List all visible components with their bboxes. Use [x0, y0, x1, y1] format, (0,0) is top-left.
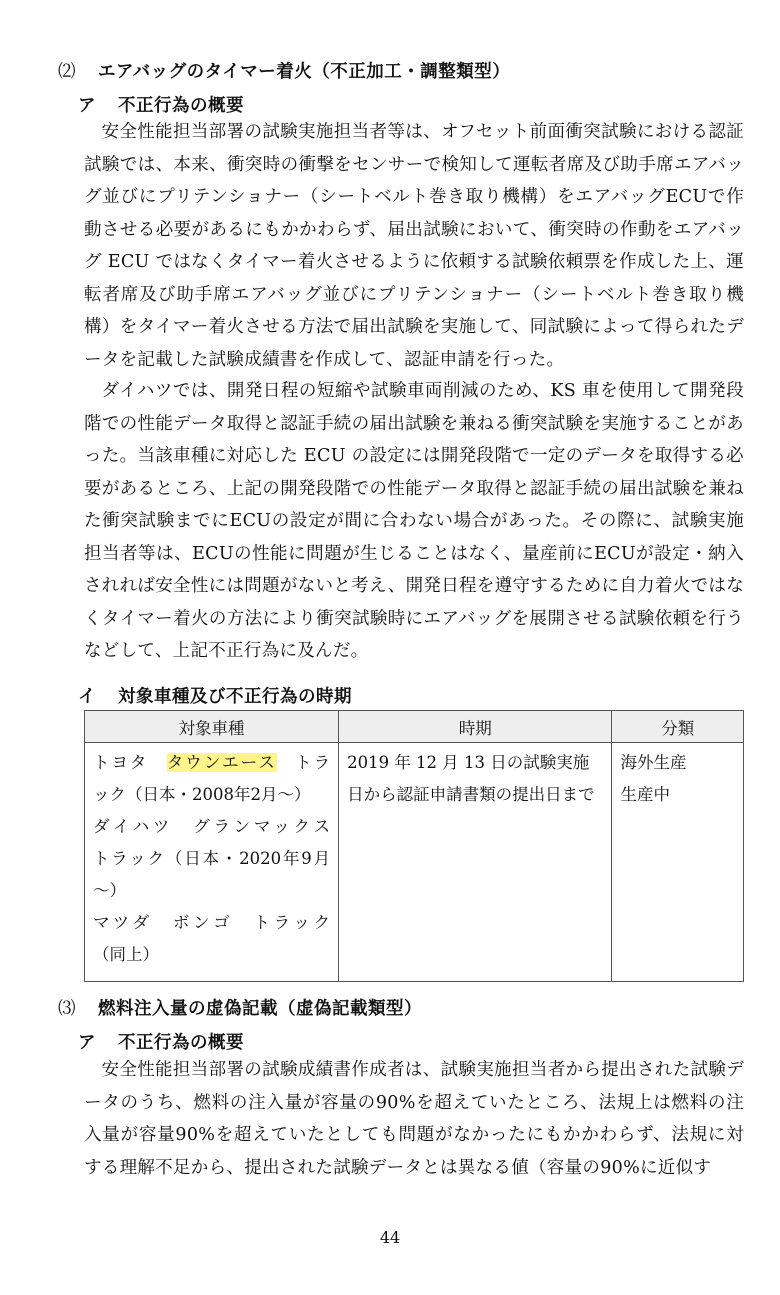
section-3a-paragraph: 安全性能担当部署の試験成績書作成者は、試験実施担当者から提出された試験データのうち、燃料の注入量が容量の90%を超えていたところ、法規上は燃料の注入量が容量90%を超えていたとしても問題がなかったにもかかわらず、法規に対する理解不足から、提出された試験データとは異なる値（容量の90%に近似す	[84, 1060, 744, 1178]
period-cell: 2019 年 12 月 13 日の試験実施日から認証申請書類の提出日まで	[339, 743, 612, 982]
section-3a-heading	[78, 1029, 244, 1054]
section-3-title: 燃料注入量の虚偽記載（虚偽記載類型）	[98, 999, 422, 1019]
section-2i-mark: イ	[78, 687, 96, 707]
header-period: 時期	[339, 711, 612, 743]
vehicle-mazda-line-2: （同上）	[93, 945, 159, 964]
vehicle-toyota-line-1	[93, 747, 330, 779]
table-row	[85, 743, 744, 982]
vehicle-toyota-line-2: ック（日本・2008年2月～）	[93, 785, 311, 804]
section-2-title: エアバッグのタイマー着火（不正加工・調整類型）	[98, 62, 511, 82]
header-classification: 分類	[612, 711, 744, 743]
section-2a-mark: ア	[78, 96, 96, 116]
page-number: 44	[379, 1228, 401, 1247]
classification-line-1: 海外生産	[620, 753, 687, 772]
classification-line-2: 生産中	[620, 785, 670, 804]
vehicle-daihatsu-line-1: ダイハツ グランマックス	[93, 817, 331, 836]
section-2i-title: 対象車種及び不正行為の時期	[118, 687, 352, 707]
section-3-heading	[58, 995, 422, 1020]
section-2a-heading	[78, 92, 244, 117]
section-2a-paragraph-1: 安全性能担当部署の試験実施担当者等は、オフセット前面衝突試験における認証試験では、本来、衝突時の衝撃をセンサーで検知して運転者席及び助手席エアバッグ並びにプリテンショナー（シートベルト巻き取り機構）をエアバッグECUで作動させる必要があるにもかかわらず、届出試験において、衝突時の作動をエアバッグ ECU ではなくタイマー着火させるように依頼する試験依頼票を作成した上、運転者席及び助手席エアバッグ並びにプリテンショナー（シートベルト巻き取り機構）をタイマー着火させる方法で届出試験を実施して、同試験によって得られたデータを記載した試験成績書を作成して、認証申請を行った。	[84, 122, 744, 370]
section-2-heading	[58, 58, 510, 83]
header-vehicle: 対象車種	[85, 711, 339, 743]
section-2a-paragraph-2: ダイハツでは、開発日程の短縮や試験車両削減のため、KS 車を使用して開発段階での性能データ取得と認証手続の届出試験を兼ねる衝突試験を実施することがあった。当該車種に対応した ECU の設定には開発段階で一定のデータを取得する必要があるところ、上記の開発段階での性能データ取得と認証手続の届出試験を兼ねた衝突試験までにECUの設定が間に合わない場合があった。その際に、試験実施担当者等は、ECUの性能に問題が生じることはなく、量産前にECUが設定・納入されれば安全性には問題がないと考え、開発日程を遵守するために自力着火ではなくタイマー着火の方法により衝突試験時にエアバッグを展開させる試験依頼を行うなどして、上記不正行為に及んだ。	[84, 381, 744, 661]
vehicle-cell	[85, 743, 339, 982]
toyota-maker: トヨタ	[93, 753, 149, 772]
table-header-row	[85, 711, 744, 743]
section-2-number: ⑵	[58, 62, 76, 82]
toyota-truck: トラ	[295, 753, 331, 772]
target-vehicles-table	[84, 710, 744, 982]
section-3-number: ⑶	[58, 999, 76, 1019]
vehicle-daihatsu-line-3: ～）	[93, 881, 126, 900]
section-2i-heading	[78, 683, 352, 708]
section-3a-title: 不正行為の概要	[118, 1033, 244, 1053]
vehicle-daihatsu-line-2: トラック（日本・2020年9月	[93, 849, 331, 868]
classification-cell	[612, 743, 744, 982]
toyota-model-highlight: タウンエース	[166, 753, 277, 772]
section-3a-mark: ア	[78, 1033, 96, 1053]
section-2a-title: 不正行為の概要	[118, 96, 244, 116]
vehicle-mazda-line-1: マツダ ボンゴ トラック	[93, 913, 331, 932]
